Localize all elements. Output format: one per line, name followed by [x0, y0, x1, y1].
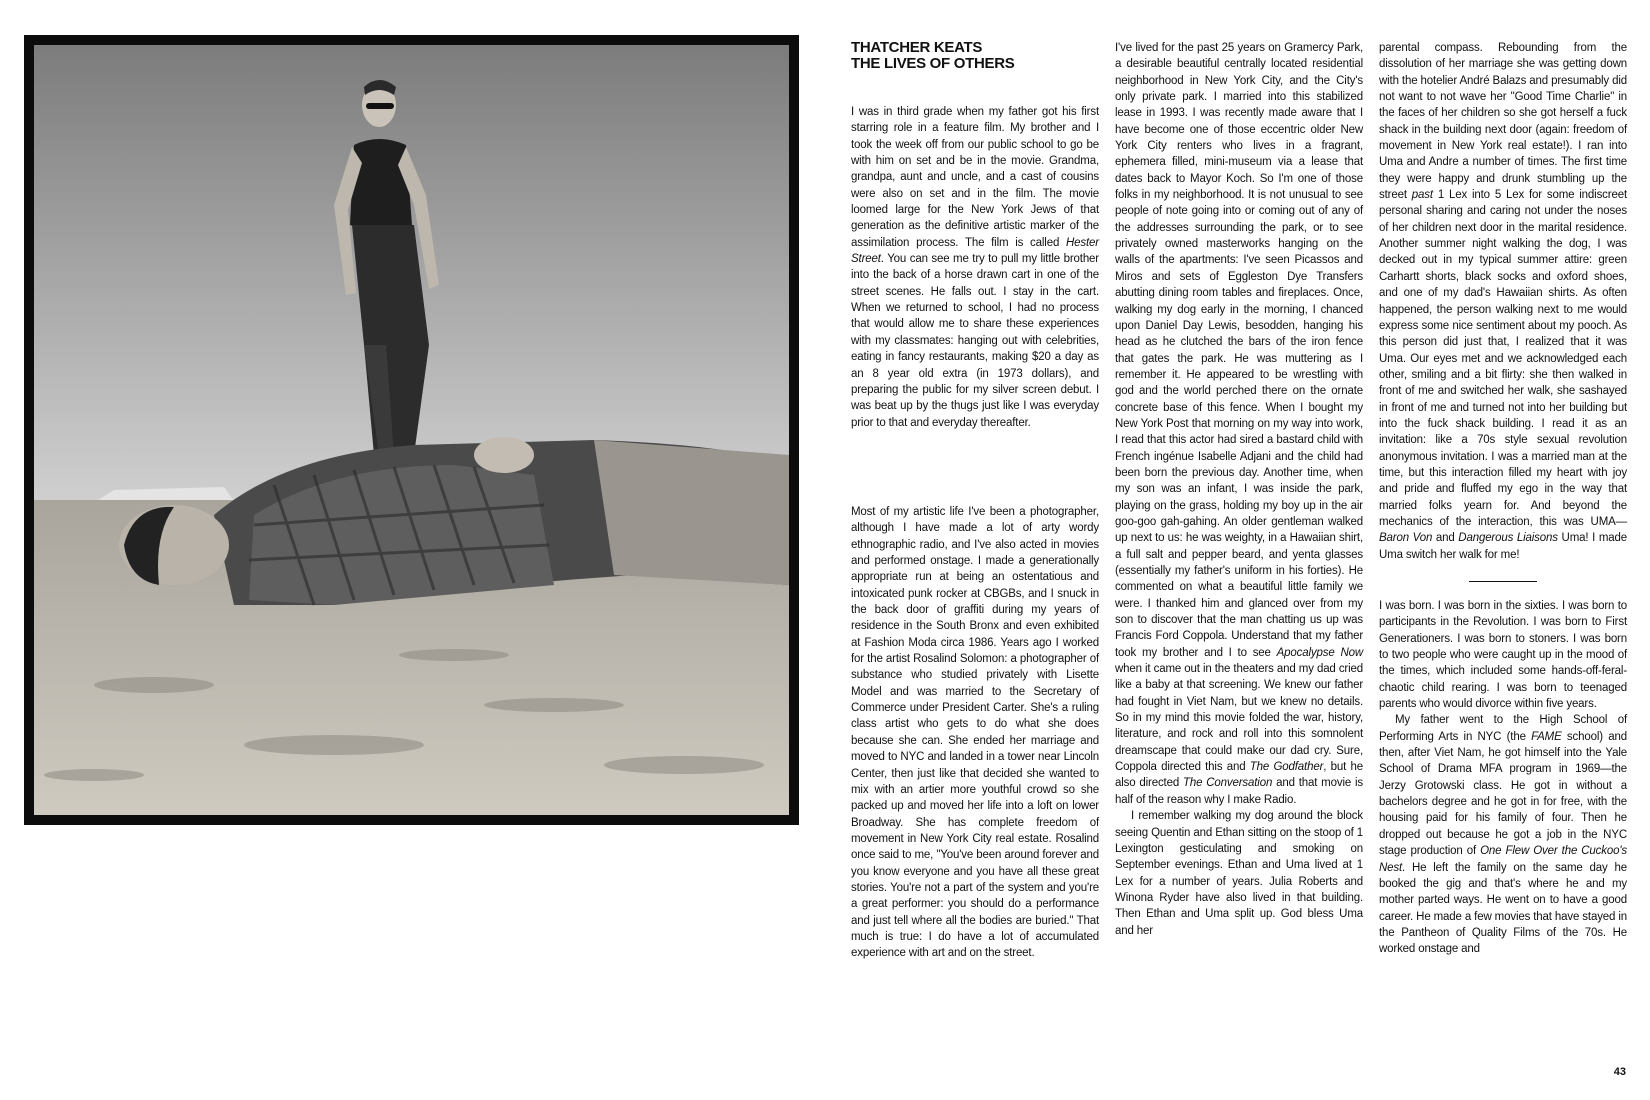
- text-column-3: [1379, 40, 1627, 958]
- text-column-2: [1115, 40, 1363, 939]
- paragraph-1-lexington: I remember walking my dog around the block seeing Quentin and Ethan sitting on the stoop of 1 Lexington gesticulating and smoking on September evenings. Ethan and Uma lived at 1 Lex for a number of years. Julia Roberts and Winona Ryder have also lived in that building. Then Ethan and Uma split up. God bless Uma and her: [1115, 810, 1363, 937]
- section-divider: [1469, 581, 1537, 582]
- paragraph-my-father: My father went to the High School of Performing Arts in NYC (the FAME school) and then, after Viet Nam, he got himself into the Yale School of Drama MFA program in 1969—the Jerzy Grotowski class. He got in without a bachelors degree and he got in for free, with the housing paid for his family of four. Then he dropped out because he got a job in the NYC stage production of One Flew Over the Cuckoo's Nest. He left the family on the same day he booked the gig and that's where he and my mother parted ways. He went on to have a good career. He made a few movies that have stayed in the Pantheon of Quality Films of the 70s. He worked onstage and: [1379, 714, 1628, 956]
- paragraph-gramercy-park: I've lived for the past 25 years on Gramercy Park, a desirable beautiful centrally located residential neighborhood in New York City, and the City's only private park. I married into this stabilized lease in 1993. I was recently made aware that I have become one of those eccentric older New York City renters who lives in a fragrant, ephemera filled, mini-museum via a lease that dates back to Mayor Koch. So I'm one of those folks in my neighborhood. It is not unusual to see people of note going into or coming out of any of the addresses surrounding the park, or to see privately owned masterworks hanging on the walls of the apartments: I've seen Picassos and Miros and sets of Eggleston Dye Transfers abutting dining room tables and fireplaces. Once, walking my dog early in the morning, I chanced upon Daniel Day Lewis, besodden, hanging his head as he clutched the bars of the iron fence that gates the park. He was muttering as I remember it. He appeared to be wrestling with god and the world perched there on the ornate concrete base of this fence. When I bought my New York Post that morning on my way into work, I read that this actor had sired a bastard child with French ingénue Isabelle Adjani and the child had been born the previous day. Another time, when my son was an infant, I was inside the park, playing on the grass, holding my boy up in the air goo-goo gah-gahing. An older gentleman walked up next to us: he was weighty, in a Hawaiian shirt, a full salt and pepper beard, and yenta glasses (essentially my father's uniform in his forties). He commented on what a beautiful little family we were. I thanked him and glanced over from my son to discover that the man chatting us up was Francis Ford Coppola. Understand that my father took my brother and I to see Apocalypse Now when it came out in the theaters and my dad cried like a baby at that screening. We knew our father had fought in Viet Nam, but we knew no details. So in my mind this movie folded the war, history, literature, and rock and roll into this somnolent dreamscape that could make our dad cry. Sure, Coppola directed this and The Godfather, but he also directed The Conversation and that movie is half of the reason why I make Radio.: [1115, 42, 1363, 806]
- title-line-2: THE LIVES OF OTHERS: [851, 55, 1015, 72]
- page-number: 43: [1613, 1066, 1626, 1078]
- paragraph-hester-street: I was in third grade when my father got his first starring role in a feature film. My brother and I took the week off from our public school to go be with him on set and be in the movie. Grandma, grandpa, aunt and uncle, and a cast of cousins were also on set and in the film. The movie loomed large for the New York Jews of that generation as the definitive artistic marker of the assimilation process. The film is called Hester Street. You can see me try to pull my little brother into the back of a horse drawn cart in one of the street scenes. He falls out. I stay in the cart. When we returned to school, I had no process that would allow me to share these experiences with my classmates: hanging out with celebrities, eating in fancy restaurants, making $20 a day as an 8 year old extra (in 1973 dollars), and preparing the public for my silver screen debut. I was beat up by the thugs just like I was everyday prior to that and everyday thereafter.: [851, 106, 1099, 429]
- paragraph-i-was-born: I was born. I was born in the sixties. I was born to participants in the Revolution. I was born to First Generationers. I was born to stoners. I was born to two people who were caught up in the mood of the times, which included some hands-off-feral-chaotic child rearing. I was born to teenaged parents who would divorce within five years.: [1379, 600, 1627, 711]
- title-line-1: THATCHER KEATS: [851, 39, 983, 56]
- beach-photograph: [24, 35, 799, 825]
- paragraph-uma: parental compass. Rebounding from the dissolution of her marriage she was getting down with the hotelier André Balazs and presumably did not want to not wave her "Good Time Charlie" in the faces of her children so she got herself a fuck shack in the building next door (again: freedom of movement in New York real estate!). I ran into Uma and Andre a number of times. The first time they were happy and drunk stumbling up the street past 1 Lex into 5 Lex for some indiscreet personal sharing and caring not under the noses of her children next door in the marital residence. Another summer night walking the dog, I was decked out in my typical summer attire: green Carhartt shorts, black socks and oxford shoes, and one of my dad's Hawaiian shirts. As often happened, the person walking next to me would express some nice sentiment about my pooch. As this person did just that, I realized that it was Uma. Our eyes met and we acknowledged each other, smiling and a bit flirty: she then walked in front of me and switched her walk, she sashayed in front of me and turned not into her building but into the fuck shack building. I read it as an invitation: like a 70s style sexual revolution anonymous invitation. I was a married man at the time, but this interaction filled my heart with joy and pride and fluffed my ego in the way that married folks yearn for. And beyond the mechanics of the interaction, this was UMA—Baron Von and Dangerous Liaisons Uma! I made Uma switch her walk for me!: [1379, 42, 1627, 561]
- paragraph-artistic-life: Most of my artistic life I've been a photographer, although I have made a lot of arty wordy ethnographic radio, and I've also acted in movies and performed onstage. I made a generationally appropriate run at being an ostentatious and intoxicated punk rocker at CBGBs, and I snuck in the back door of graffiti during my years of residence in the South Bronx and even exhibited at Fashion Moda circa 1986. Years ago I worked for the artist Rosalind Solomon: a photographer of substance who studied privately with Lisette Model and was married to the Secretary of Commerce under President Carter. She's a ruling class artist who gets to do what she does because she can. She ended her marriage and moved to NYC and landed in a tower near Lincoln Center, then just like that decided she wanted to mix with an artier more youthful crowd so she packed up and moved her life into a loft on lower Broadway. She has complete freedom of movement in New York City real estate. Rosalind once said to me, "You've been around forever and you know everyone and you have all these great stories. You're not a part of the system and you're a great performer: you should do a performance and just tell where all the bodies are buried." That much is true: I do have a lot of accumulated experience with art and on the street.: [851, 506, 1099, 960]
- photo-illustration: [34, 45, 789, 815]
- article-title: [851, 40, 1091, 72]
